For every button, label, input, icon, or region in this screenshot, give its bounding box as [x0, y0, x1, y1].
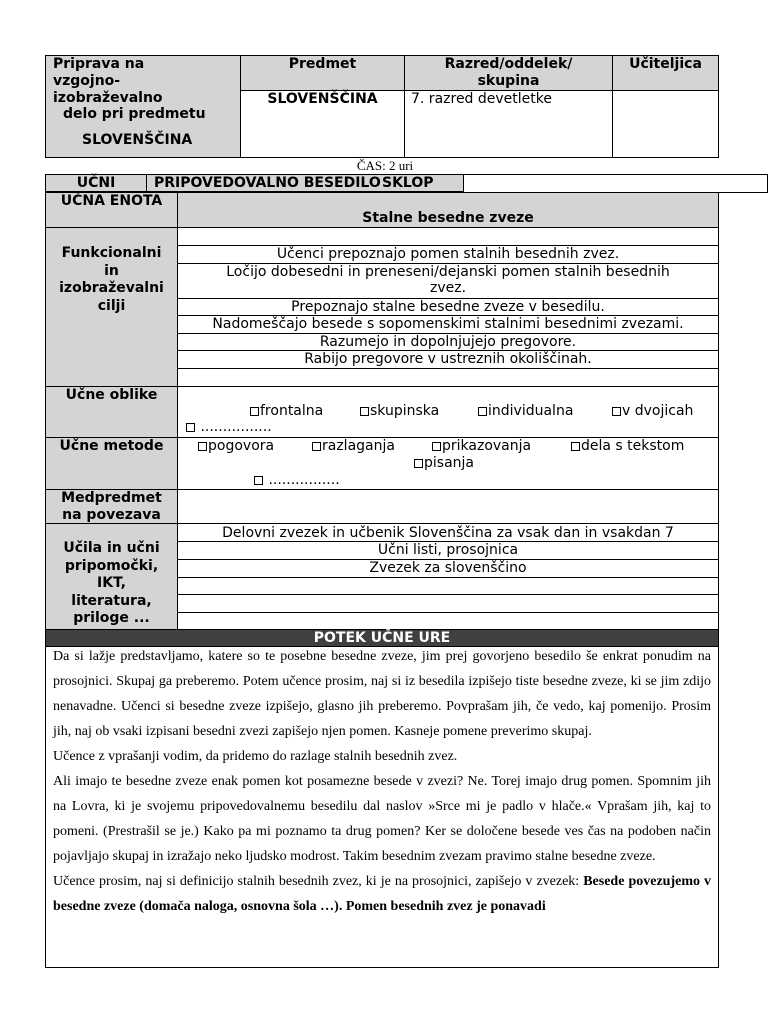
checkbox-icon[interactable]: [254, 476, 263, 485]
goal-item: Prepoznajo stalne besedne zveze v besedilu.: [291, 299, 605, 315]
prep-line-3: izobraževalno: [53, 90, 163, 106]
cilji-label: [46, 245, 177, 315]
option-razlaganja-label: razlaganja: [322, 438, 395, 454]
sklop-overlap-label: SKLOP: [382, 175, 434, 191]
option-pogovora-label: pogovora: [208, 438, 275, 454]
ucna-enota-label: UČNA ENOTA: [60, 193, 163, 209]
razred-header-line-2: skupina: [477, 72, 540, 89]
prep-line-2: vzgojno-: [53, 73, 121, 89]
cilji-label-line-4: cilji: [97, 297, 126, 314]
option-individualna-label: individualna: [488, 403, 574, 419]
cilji-label-line-1: Funkcionalni: [61, 245, 162, 261]
metode-label: Učne metode: [59, 438, 164, 454]
sklop-empty-cell: [463, 174, 768, 193]
checkbox-other[interactable]: [186, 419, 272, 436]
ucila-line-4: literatura,: [71, 592, 152, 609]
checkbox-other-method[interactable]: [254, 472, 340, 489]
option-prikazovanja-label: prikazovanja: [442, 438, 532, 454]
checkbox-icon[interactable]: [478, 407, 487, 416]
uciteljica-header: Učiteljica: [613, 56, 718, 90]
option-v-dvojicah-label: v dvojicah: [622, 403, 694, 419]
potek-p4-definition: Besede povezujemo v besedne zveze (domača naloga, osnovna šola …). Pomen besednih zvez je ponavadi: [53, 874, 711, 914]
potek-body: [45, 646, 719, 968]
ucila-line-2: pripomočki,: [64, 557, 159, 574]
razred-value: 7. razred devetletke: [411, 91, 552, 107]
potek-paragraph-4: [53, 869, 711, 919]
option-dela-s-tekstom-label: dela s tekstom: [581, 438, 685, 454]
metode-options: [178, 438, 718, 489]
medpredmet-label: [46, 490, 177, 524]
checkbox-frontalna[interactable]: [250, 403, 323, 420]
checkbox-icon[interactable]: [198, 442, 207, 451]
ucila-label: [46, 540, 177, 628]
preparation-title-cell: [46, 56, 240, 157]
sklop-value-cell: [146, 174, 464, 192]
checkbox-dela-s-tekstom[interactable]: [571, 438, 684, 455]
goal-item: Učenci prepoznajo pomen stalnih besednih zvez.: [276, 246, 620, 262]
option-pisanja-label: pisanja: [424, 455, 474, 471]
checkbox-v-dvojicah[interactable]: [612, 403, 693, 420]
potek-p4-text: Učence prosim, naj si definicijo stalnih besednih zvez, ki je na prosojnici, zapišejo v zvezek:: [53, 874, 584, 889]
potek-paragraph-1: Da si lažje predstavljamo, katere so te posebne besedne zveze, jim prej govorjeno besedilo še enkrat ponudim na prosojnici. Skupaj ga preberemo. Potem učence prosim, naj si iz besedila izpišejo tiste besedne zveze, ki se jim zdijo nenavadne. Učenci si besedne zveze izpišejo, glasno jih preberemo. Povprašam jih, če vedo, kaj pomenijo. Prosim jih, naj ob vsaki izpisani besedni zvezi zapišejo njen pomen. Kasneje pomene preverimo skupaj.: [53, 649, 711, 739]
option-other-dots: ................: [200, 419, 272, 435]
potek-paragraph-3: Ali imajo te besedne zveze enak pomen kot posamezne besede v zvezi? Ne. Torej imajo drug pomen. Spomnim jih na Lovra, ki je svojemu pripovedovalnemu besedilu dal naslov »Srce mi je padlo v hlače.« Vprašam jih, kaj to pomeni. (Prestrašil se je.) Kako pa mi poznamo ta drug pomen? Ker se določene besede ves čas na podoben način pojavljajo skupaj in izražajo neko ljudsko modrost. Takim besednim zvezam pravimo stalne besedne zveze.: [53, 774, 711, 864]
sklop-label-cell: UČNI: [45, 174, 147, 192]
ucila-line-5: priloge ...: [73, 610, 150, 626]
checkbox-pisanja[interactable]: [414, 455, 474, 472]
sklop-value: PRIPOVEDOVALNO BESEDILO: [154, 175, 381, 191]
oblike-options: [178, 387, 718, 437]
ucila-line-1: Učila in učni: [63, 540, 160, 556]
lesson-duration: ČAS: 2 uri: [356, 158, 414, 173]
checkbox-icon[interactable]: [414, 459, 423, 468]
material-item: Delovni zvezek in učbenik Slovenščina za vsak dan in vsakdan 7: [222, 525, 674, 541]
checkbox-icon[interactable]: [186, 423, 195, 432]
checkbox-icon[interactable]: [612, 407, 621, 416]
header-table: [45, 55, 719, 158]
ucila-line-3: IKT,: [97, 575, 126, 591]
option-frontalna-label: frontalna: [260, 403, 324, 419]
checkbox-icon[interactable]: [360, 407, 369, 416]
material-item: Zvezek za slovenščino: [369, 560, 527, 576]
razred-header-line-1: Razred/oddelek/: [444, 56, 573, 72]
checkbox-icon[interactable]: [312, 442, 321, 451]
prep-line-5: SLOVENŠČINA: [82, 132, 193, 148]
medpredmet-line-2: na povezava: [62, 507, 161, 523]
razred-header: [405, 56, 612, 90]
predmet-header: Predmet: [241, 56, 404, 90]
checkbox-icon[interactable]: [432, 442, 441, 451]
option-skupinska-label: skupinska: [370, 403, 440, 419]
goal-item: zvez.: [429, 280, 467, 296]
goal-item: Rabijo pregovore v ustreznih okoliščinah.: [304, 351, 592, 367]
predmet-value: SLOVENŠČINA: [267, 91, 378, 107]
goal-item: Nadomeščajo besede s sopomenskimi stalnimi besednimi zvezami.: [212, 316, 684, 332]
cilji-label-line-3: izobraževalni: [59, 280, 164, 296]
prep-line-1: Priprava na: [53, 56, 145, 72]
method-other-dots: ................: [268, 472, 340, 488]
checkbox-skupinska[interactable]: [360, 403, 439, 420]
checkbox-prikazovanja[interactable]: [432, 438, 531, 455]
main-table: [45, 192, 719, 630]
potek-paragraph-2: Učence z vprašanji vodim, da pridemo do razlage stalnih besednih zvez.: [53, 749, 458, 764]
prep-line-4: delo pri predmetu: [63, 106, 206, 122]
ucna-enota-value: Stalne besedne zveze: [178, 193, 718, 227]
checkbox-individualna[interactable]: [478, 403, 573, 420]
potek-header: POTEK UČNE URE: [45, 629, 719, 647]
goal-item: Razumejo in dopolnjujejo pregovore.: [319, 334, 577, 350]
ucila-list: [178, 524, 718, 629]
checkbox-razlaganja[interactable]: [312, 438, 395, 455]
oblike-label: Učne oblike: [65, 387, 158, 403]
medpredmet-line-1: Medpredmet: [61, 490, 162, 506]
goal-item: Ločijo dobesedni in preneseni/dejanski pomen stalnih besednih: [226, 264, 670, 280]
checkbox-icon[interactable]: [250, 407, 259, 416]
checkbox-icon[interactable]: [571, 442, 580, 451]
material-item: Učni listi, prosojnica: [377, 542, 519, 558]
cilji-list: [178, 228, 718, 386]
cilji-label-line-2: in: [104, 262, 119, 279]
checkbox-pogovora[interactable]: [198, 438, 274, 455]
